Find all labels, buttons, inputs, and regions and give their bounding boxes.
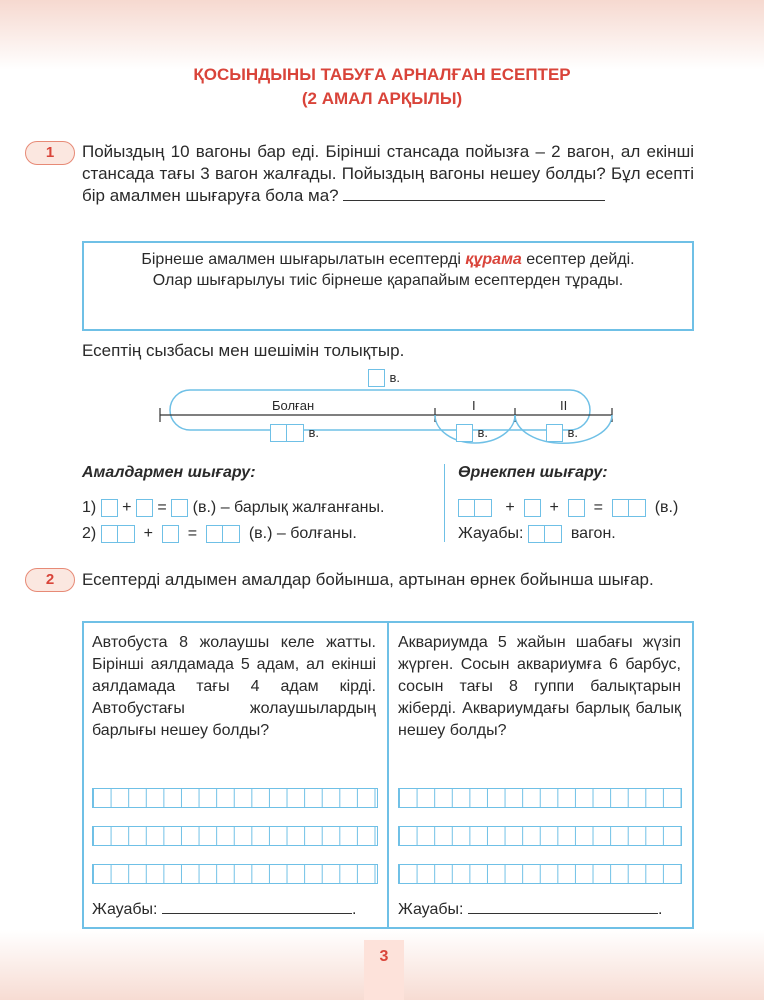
row1-box-result[interactable] <box>171 499 188 517</box>
label-first: І <box>472 398 476 413</box>
right-answer-line[interactable] <box>468 913 658 914</box>
left-answer <box>92 900 356 920</box>
right-grid-row-1[interactable] <box>398 788 682 808</box>
row1-plus: + <box>122 499 132 516</box>
expr-plus-1: + <box>505 499 515 516</box>
diagram-unit-2: в. <box>477 425 488 441</box>
task2-text: Есептерді алдымен амалдар бойынша, артынан өрнек бойынша шығар. <box>82 570 654 589</box>
column-divider <box>444 464 445 542</box>
task1-text <box>82 141 694 207</box>
task-number-1: 1 <box>25 141 75 165</box>
diagram-top-group <box>368 368 400 388</box>
expr-box-a[interactable] <box>458 499 492 517</box>
right-grid-row-2[interactable] <box>398 826 682 846</box>
task1-answer-line[interactable] <box>343 200 605 201</box>
label-total: Болған <box>272 398 315 413</box>
instruction: Есептің сызбасы мен шешімін толықтыр. <box>82 341 405 360</box>
row2-number: 2) <box>82 525 97 542</box>
left-answer-line[interactable] <box>162 913 352 914</box>
diagram-box-first <box>456 424 488 442</box>
expr-answer-unit: вагон. <box>570 525 616 542</box>
rule-text-1: Бірнеше амалмен шығарылатын есептерді <box>141 251 466 268</box>
row2-eq: = <box>187 525 198 542</box>
left-grid-row-1[interactable] <box>92 788 378 808</box>
expr-box-c[interactable] <box>568 499 585 517</box>
rule-text-2: есептер дейді. Олар шығарылуы тиіс бірнеше қарапайым есептерден тұрады. <box>152 251 635 289</box>
row1-suffix: (в.) – барлық жалғанғаны. <box>192 499 385 516</box>
left-grid-row-3[interactable] <box>92 864 378 884</box>
expr-unit: (в.) <box>654 499 679 516</box>
row2-box-result[interactable] <box>206 525 240 543</box>
task2-right-text: Аквариумда 5 жайын шабағы жүзіп жүрген. Сосын аквариумға 6 барбус, сосын тағы 8 гуппи балықтарын жіберді. Аквариумдағы барлық балық нешеу болды? <box>398 634 681 739</box>
expr-eq: = <box>593 499 603 516</box>
actions-header: Амалдармен шығару: <box>82 464 256 481</box>
page-subtitle: (2 АМАЛ АРҚЫЛЫ) <box>301 89 463 108</box>
expr-answer-box[interactable] <box>528 525 562 543</box>
diagram-total-box[interactable] <box>368 369 385 387</box>
action-row-2 <box>82 524 357 544</box>
right-answer <box>398 900 662 920</box>
task1-body: Пойыздың 10 вагоны бар еді. Бірінші стансада пойызға – 2 вагон, ал екінші стансада тағы 3 вагон жалғады. Пойыздың вагоны нешеу болды? Бұл есепті бір амалмен шығаруға бола ма? <box>82 142 694 205</box>
diagram-box-total-input[interactable] <box>270 424 304 442</box>
task-number-2: 2 <box>25 568 75 592</box>
row1-box-b[interactable] <box>136 499 153 517</box>
row1-number: 1) <box>82 499 97 516</box>
diagram-box-second-input[interactable] <box>546 424 563 442</box>
row1-box-a[interactable] <box>101 499 118 517</box>
label-second: ІІ <box>560 398 568 413</box>
expr-box-b[interactable] <box>524 499 541 517</box>
diagram-box-total <box>270 424 319 442</box>
task2-left-text: Автобуста 8 жолаушы келе жатты. Бірінші аялдамада 5 адам, ал екінші аялдамада тағы 4 адам кірді. Автобустағы жолаушылардың барлығы нешеу болды? <box>92 634 376 739</box>
action-row-1 <box>82 498 384 518</box>
left-answer-dot: . <box>351 901 357 918</box>
left-grid-row-2[interactable] <box>92 826 378 846</box>
right-answer-dot: . <box>657 901 663 918</box>
expr-answer-label: Жауабы: <box>458 525 524 542</box>
right-grid-row-3[interactable] <box>398 864 682 884</box>
page-title: ҚОСЫНДЫНЫ ТАБУҒА АРНАЛҒАН ЕСЕПТЕР <box>193 65 571 84</box>
page-number: 3 <box>364 940 404 1000</box>
row2-box-a[interactable] <box>101 525 135 543</box>
diagram-top-unit: в. <box>389 370 400 385</box>
row1-eq: = <box>157 499 167 516</box>
task2-divider <box>387 623 389 927</box>
expression-header: Өрнекпен шығару: <box>458 464 608 481</box>
diagram-box-first-input[interactable] <box>456 424 473 442</box>
rule-box <box>82 241 694 331</box>
expr-box-result[interactable] <box>612 499 646 517</box>
right-answer-label: Жауабы: <box>398 901 464 918</box>
diagram-box-second <box>546 424 578 442</box>
expr-plus-2: + <box>549 499 559 516</box>
diagram-unit-1: в. <box>308 425 319 441</box>
expression-answer <box>458 524 616 544</box>
expression-row <box>458 498 678 518</box>
row2-plus: + <box>143 525 153 542</box>
left-answer-label: Жауабы: <box>92 901 158 918</box>
diagram-unit-3: в. <box>567 425 578 441</box>
row2-suffix: (в.) – болғаны. <box>248 525 357 542</box>
row2-box-b[interactable] <box>162 525 179 543</box>
rule-keyword: құрама <box>465 251 522 268</box>
